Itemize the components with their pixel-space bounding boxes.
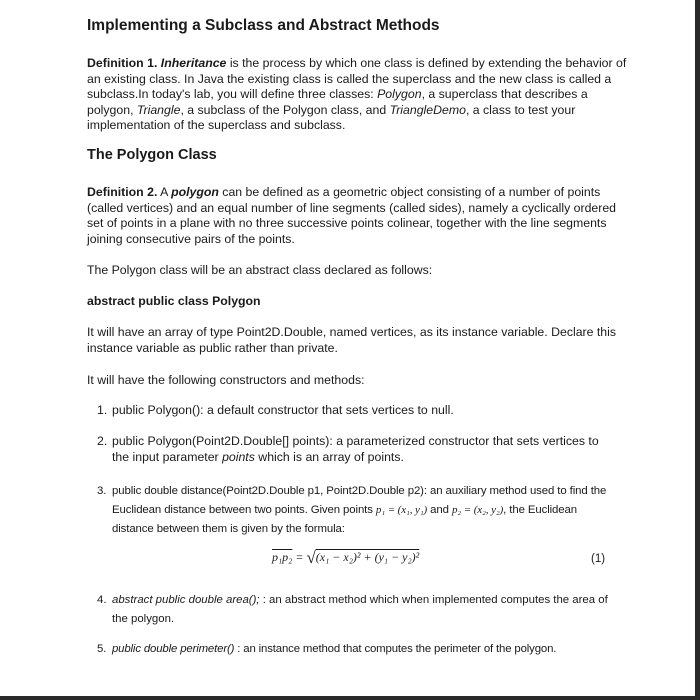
definition-term: Inheritance (160, 56, 227, 70)
page-edge-right (695, 0, 700, 700)
list-text (112, 640, 617, 659)
sqrt-icon: √ (306, 548, 316, 567)
definition-text: , a subclass of the Polygon class, and (180, 102, 390, 117)
math-point-1: p₁ = (x₁, y₁) (375, 504, 428, 516)
list-number: 5. (97, 643, 107, 655)
class-declaration: abstract public class Polygon (87, 294, 261, 308)
list-text-part: and (427, 504, 452, 516)
method-signature: abstract public double area(); (112, 594, 260, 606)
definition-text: is the process by which one class is defined by extending the behavior of an existing class. In Java the existing class is called the superclass and the new class is called a subclass.In today's lab, you will define three classes: (87, 56, 627, 101)
class-name-polygon: Polygon (377, 87, 422, 101)
definition-label: Definition 2. (87, 185, 158, 199)
definition-term: polygon (171, 185, 219, 199)
list-text-part: public Polygon(Point2D.Double[] points): a parameterized constructor that sets vertices to the input parameter (112, 434, 599, 464)
list-number: 1. (97, 403, 108, 417)
list-text-part: which is an array of points. (254, 449, 404, 464)
list-item (97, 591, 617, 629)
distance-formula (272, 548, 419, 566)
class-name-triangledemo: TriangleDemo (389, 102, 466, 117)
definition-text: , a superclass that describes a polygon, (87, 87, 588, 117)
list-text (112, 434, 617, 465)
list-item (97, 403, 617, 419)
definition-text: can be defined as a geometric object consisting of a number of points (called vertices) and an equal number of line segments (called sides), namely a cyclically ordered set of points in a plane with no three successive points colinear, together with the line segments joining consecutive pairs of the points. (87, 185, 617, 246)
definition-label: Definition 1. (87, 56, 158, 70)
class-name-triangle: Triangle (136, 102, 181, 117)
method-signature: public double perimeter() (112, 643, 235, 655)
list-text: public Polygon(): a default constructor that sets vertices to null. (112, 403, 454, 417)
formula-lhs: p₁p₂ (272, 550, 293, 564)
list-text (112, 482, 617, 539)
list-item (97, 434, 617, 465)
definition-text: , a class to test your implementation of the superclass and subclass. (87, 102, 576, 132)
math-point-2: p₂ = (x₂, y₂) (451, 504, 504, 516)
param-name: points (222, 449, 255, 464)
paragraph-methods-intro: It will have the following constructors and methods: (87, 373, 365, 387)
formula-equals: = (292, 550, 307, 564)
list-item (97, 482, 617, 539)
equation-number: (1) (591, 553, 606, 565)
definition-text: A (157, 185, 172, 199)
paragraph-abstract: The Polygon class will be an abstract class declared as follows: (87, 263, 433, 277)
list-text-part: public double distance(Point2D.Double p1, Point2D.Double p2): an auxiliary method used to find the Euclidean distance between two points. Given points (112, 485, 607, 516)
list-text-part: , the Euclidean distance between them is given by the formula: (112, 504, 577, 535)
page-title: Implementing a Subclass and Abstract Methods (87, 17, 440, 34)
list-number: 3. (97, 485, 107, 497)
definition-1 (87, 56, 627, 134)
paragraph-instance-variable: It will have an array of type Point2D.Double, named vertices, as its instance variable. Declare this instance variable as public rather than private. (87, 325, 617, 355)
formula-rhs: (x₁ − x₂)² + (y₁ − y₂)² (315, 550, 420, 564)
list-number: 4. (97, 594, 107, 606)
section-heading: The Polygon Class (87, 147, 217, 163)
list-number: 2. (97, 434, 108, 448)
definition-2 (87, 185, 627, 247)
list-item (97, 640, 617, 659)
list-text-part: : an instance method that computes the perimeter of the polygon. (234, 643, 557, 655)
page-edge-bottom (0, 696, 700, 700)
list-text (112, 591, 617, 629)
list-text-part: : an abstract method which when implemented computes the area of the polygon. (112, 594, 608, 625)
